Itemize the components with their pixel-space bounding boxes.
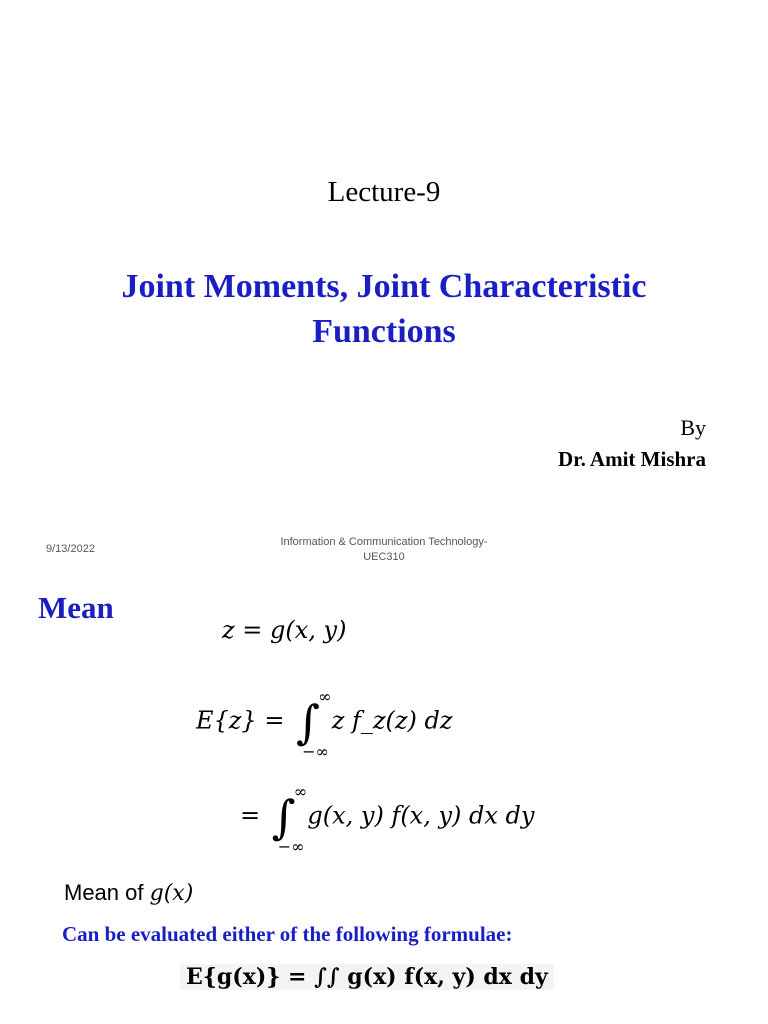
lecture-number: Lecture-9	[327, 176, 441, 208]
upper-limit: ∞	[318, 687, 332, 706]
equation-rhs: g(x, y) f(x, y) dx dy	[307, 801, 535, 830]
equation-z-definition: z = g(x, y)	[222, 616, 347, 644]
mean-slide	[0, 580, 768, 1024]
equation-rhs: z f_z(z) dz	[331, 706, 453, 735]
author-name: Dr. Amit Mishra	[558, 447, 706, 471]
lower-limit: −∞	[302, 742, 329, 761]
formula-note: Can be evaluated either of the following formulae:	[62, 922, 513, 946]
integral-symbol: ∫ ∞ −∞	[271, 782, 308, 856]
upper-limit: ∞	[293, 782, 308, 801]
mean-of-expression: g(x)	[149, 881, 194, 906]
mean-of-text: Mean of	[64, 880, 144, 905]
slide-heading: Mean	[38, 590, 114, 625]
equation-expectation-z	[196, 687, 453, 761]
lower-limit: −∞	[277, 837, 305, 856]
mean-of-label	[64, 880, 193, 906]
integral-symbol: ∫ ∞ −∞	[296, 687, 332, 761]
equals-sign: =	[240, 801, 261, 830]
footer-course: Information & Communication Technology-UEC310	[280, 536, 488, 563]
by-label: By	[680, 415, 706, 440]
equation-expectation-gx: E{g(x)} = ∫∫ g(x) f(x, y) dx dy	[180, 964, 554, 990]
equation-expectation-g	[240, 782, 535, 856]
footer-date: 9/13/2022	[46, 543, 95, 555]
equation-lhs: E{z} =	[196, 706, 285, 735]
slide-title: Joint Moments, Joint Characteristic Functions	[121, 268, 647, 350]
